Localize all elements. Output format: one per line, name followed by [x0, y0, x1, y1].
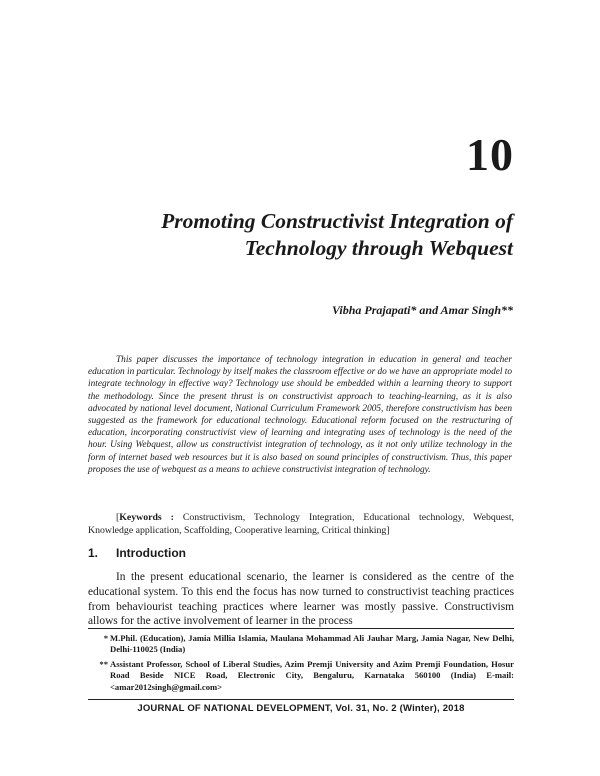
section-heading — [88, 546, 186, 560]
footnotes — [88, 633, 514, 696]
footnote-1-mark: * — [103, 633, 108, 643]
footnote-1 — [88, 633, 514, 656]
paper-title-line-2: Technology through Webquest — [244, 236, 513, 260]
keywords-text: Constructivism, Technology Integration, Educational technology, Webquest, Knowledge application, Scaffolding, Cooperative learning, Critical thinking] — [88, 512, 514, 536]
abstract: This paper discusses the importance of technology integration in education in general and teacher education in particular. Technology by itself makes the classroom effective or do we have an appropriate model to integrate technology in effective way? Technology use should be embedded within a learning theory to support the methodology. Since the present thrust is on constructivist approach to teaching-learning, as it is also advocated by national level document, National Curriculum Framework 2005, therefore constructivism has been suggested as the framework for educational technology. Educational reform focused on the restructuring of education, incorporating constructivist view of learning and integrating uses of technology is the need of the hour. Using Webquest, allow us constructivist integration of technology, as it not only utilize technology in the form of internet based web resources but it is also based on sound principles of constructivism. Thus, this paper proposes the use of webquest as a means to achieve constructivist integration of technology. — [88, 355, 512, 475]
chapter-number: 10 — [466, 129, 514, 180]
section-number: 1. — [88, 546, 99, 560]
keywords — [88, 512, 514, 537]
keywords-open-bracket: [ — [116, 512, 120, 523]
authors: Vibha Prajapati* and Amar Singh** — [332, 303, 513, 317]
paper-title-line-1: Promoting Constructivist Integration of — [161, 209, 513, 233]
paper-title — [60, 208, 513, 262]
section-title: Introduction — [116, 546, 186, 560]
footnote-1-text: M.Phil. (Education), Jamia Millia Islamia, Maulana Mohammad Ali Jauhar Marg, Jamia Nagar, New Delhi, Delhi-110025 (India) — [110, 633, 514, 655]
keywords-label: Keywords : — [119, 512, 174, 523]
journal-footer: JOURNAL OF NATIONAL DEVELOPMENT, Vol. 31, No. 2 (Winter), 2018 — [88, 699, 514, 714]
footnote-divider — [88, 628, 514, 629]
footnote-2 — [88, 659, 514, 693]
intro-paragraph: In the present educational scenario, the learner is considered as the centre of the educational system. To this end the focus has now turned to constructivist teaching practices from behaviourist teaching practices where learner was mostly passive. Constructivism allows for the active involvement of learner in the process — [88, 571, 514, 628]
footnote-2-text: Assistant Professor, School of Liberal Studies, Azim Premji University and Azim Premji Foundation, Hosur Road Beside NICE Road, Electronic City, Bengaluru, Karnataka 560100 (India) E-mail: <amar2012singh@gmail.com> — [110, 658, 514, 692]
footnote-2-mark: ** — [99, 658, 108, 669]
